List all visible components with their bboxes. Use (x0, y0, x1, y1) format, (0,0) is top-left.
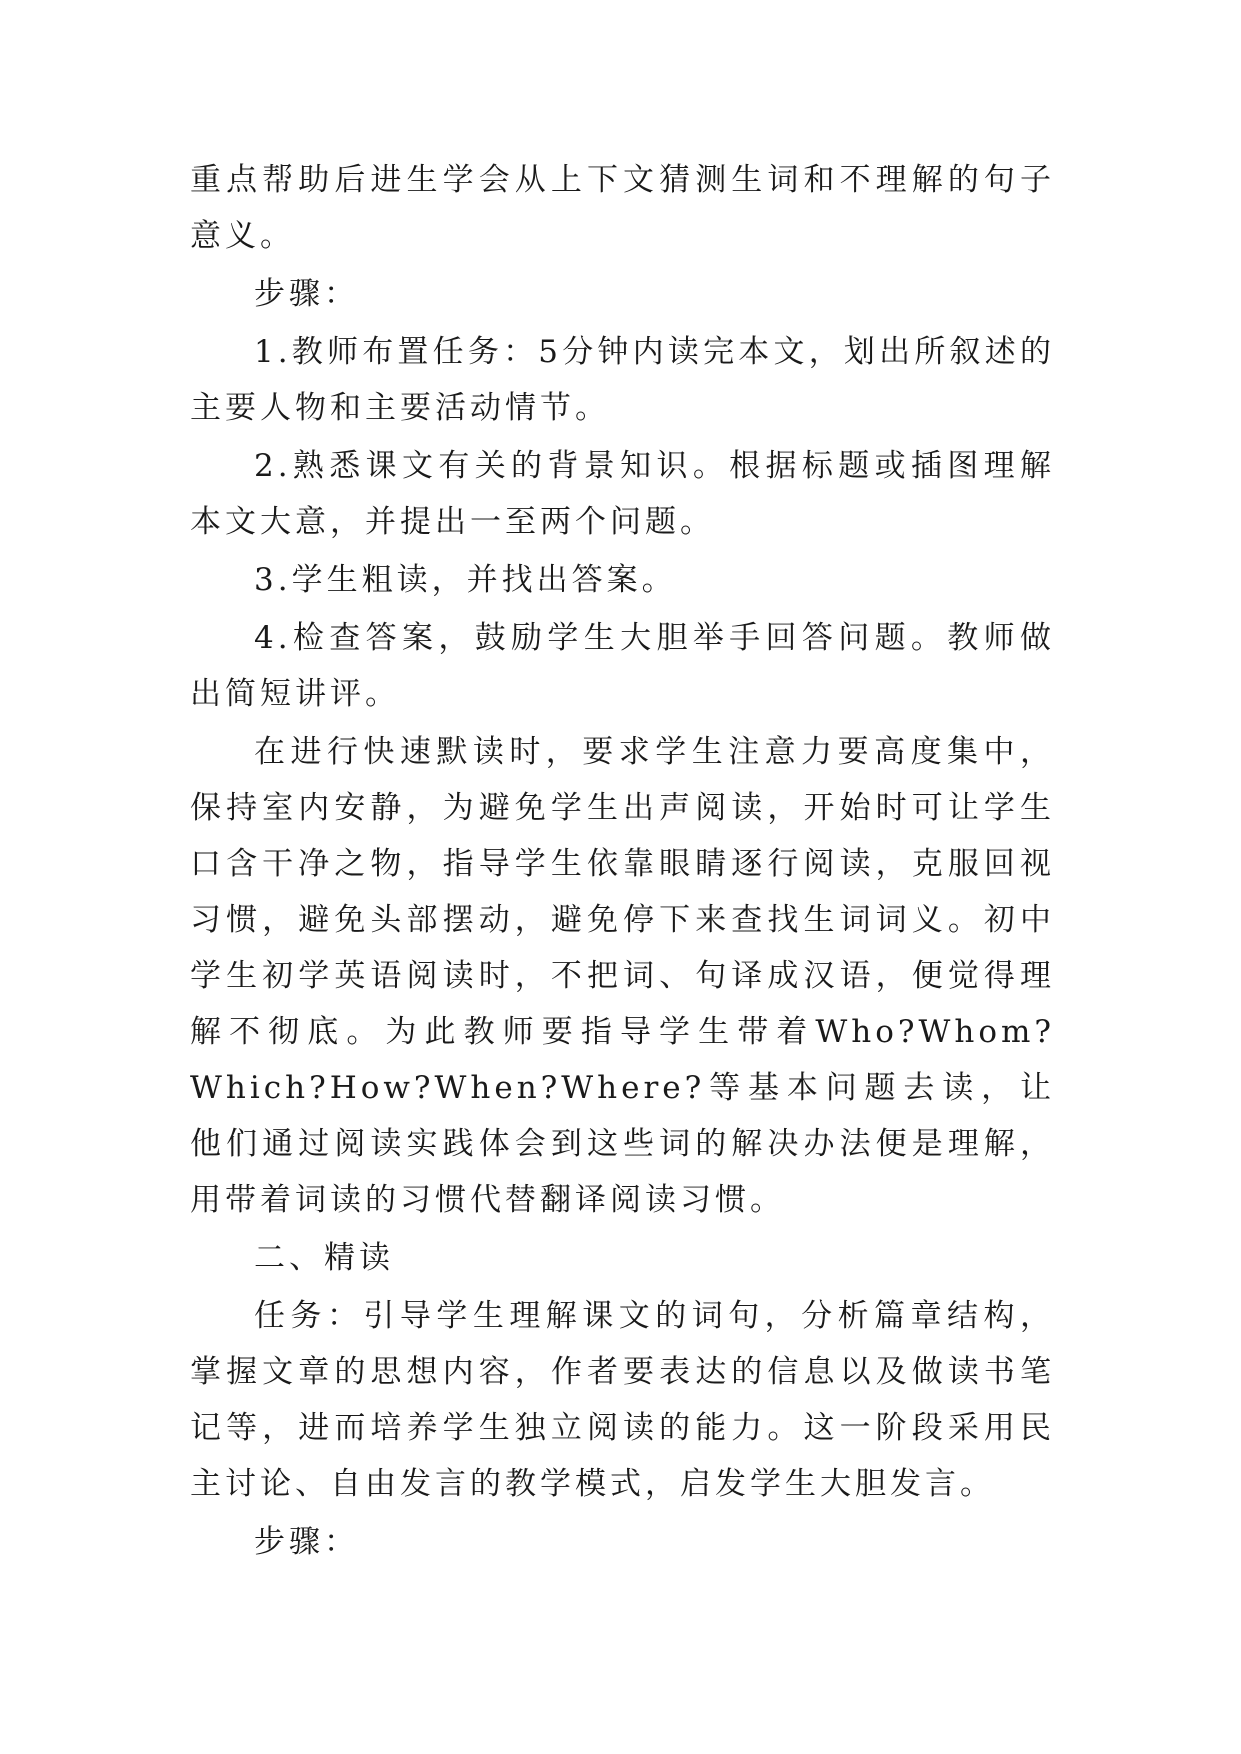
paragraph-silent-reading: 在进行快速默读时，要求学生注意力要高度集中，保持室内安静，为避免学生出声阅读，开始时可让学生口含干净之物，指导学生依靠眼睛逐行阅读，克服回视习惯，避免头部摆动，避免停下来查找生词词义。初中学生初学英语阅读时，不把词、句译成汉语，便觉得理解不彻底。为此教师要指导学生带着Who?Whom?Which?How?When?Where?等基本问题去读，让他们通过阅读实践体会到这些词的解决办法便是理解，用带着词读的习惯代替翻译阅读习惯。 (190, 734, 1055, 1218)
paragraph-steps-heading-2: 步骤： (254, 1524, 359, 1560)
paragraph-steps-heading: 步骤： (254, 276, 359, 312)
paragraph-task: 任务：引导学生理解课文的词句，分析篇章结构，掌握文章的思想内容，作者要表达的信息以及做读书笔记等，进而培养学生独立阅读的能力。这一阶段采用民主讨论、自由发言的教学模式，启发学生大胆发言。 (190, 1298, 1055, 1502)
paragraph-step-4: 4.检查答案，鼓励学生大胆举手回答问题。教师做出简短讲评。 (190, 620, 1055, 712)
paragraph-step-3: 3.学生粗读，并找出答案。 (254, 562, 677, 598)
paragraph-step-1: 1.教师布置任务：5分钟内读完本文，划出所叙述的主要人物和主要活动情节。 (190, 334, 1055, 426)
paragraph-continuation: 重点帮助后进生学会从上下文猜测生词和不理解的句子意义。 (190, 162, 1055, 254)
section-heading-intensive-reading: 二、精读 (254, 1240, 394, 1276)
paragraph-step-2: 2.熟悉课文有关的背景知识。根据标题或插图理解本文大意，并提出一至两个问题。 (190, 448, 1055, 540)
document-body (190, 152, 1055, 1570)
